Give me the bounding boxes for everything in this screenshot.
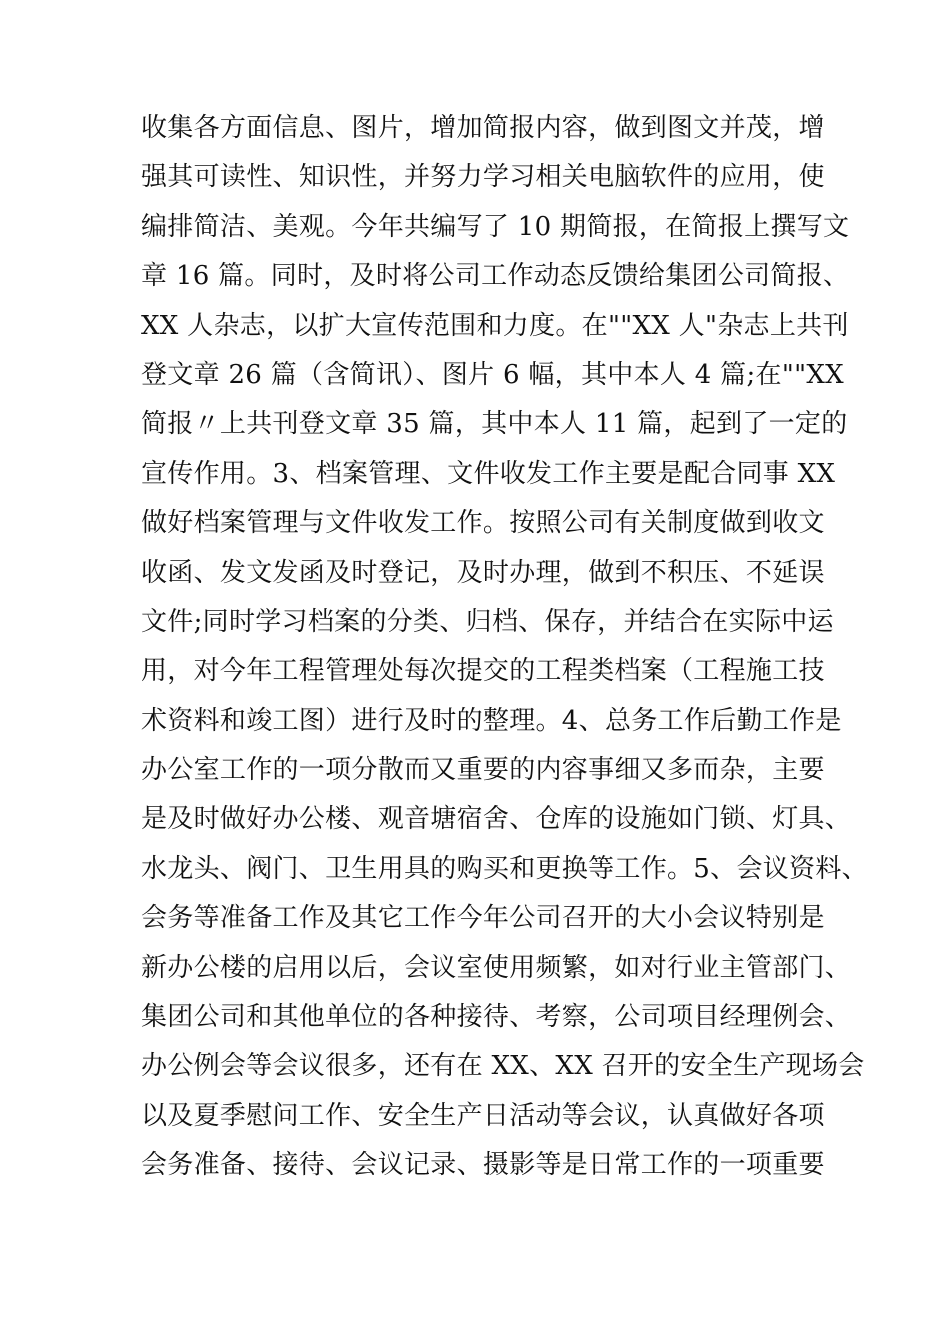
text-line: 强其可读性、知识性，并努力学习相关电脑软件的应用，使	[141, 162, 825, 193]
body-text	[141, 104, 868, 1191]
text-line: 做好档案管理与文件收发工作。按照公司有关制度做到收文	[141, 508, 825, 539]
text-line: 是及时做好办公楼、观音塘宿舍、仓库的设施如门锁、灯具、	[141, 804, 852, 835]
text-line: 新办公楼的启用以后，会议室使用频繁，如对行业主管部门、	[141, 952, 852, 983]
text-line: 办公室工作的一项分散而又重要的内容事细又多而杂，主要	[141, 755, 825, 786]
text-line: 章 16 篇。同时，及时将公司工作动态反馈给集团公司简报、	[141, 261, 850, 292]
text-line: 编排简洁、美观。今年共编写了 10 期简报，在简报上撰写文	[141, 211, 850, 242]
text-line: 以及夏季慰问工作、安全生产日活动等会议，认真做好各项	[141, 1100, 825, 1131]
text-line: XX 人杂志，以扩大宣传范围和力度。在""XX 人"杂志上共刊	[141, 310, 849, 341]
text-line: 收函、发文发函及时登记，及时办理，做到不积压、不延误	[141, 557, 825, 588]
text-line: 会务等准备工作及其它工作今年公司召开的大小会议特别是	[141, 903, 825, 934]
text-line: 会务准备、接待、会议记录、摄影等是日常工作的一项重要	[141, 1150, 825, 1181]
text-line: 用，对今年工程管理处每次提交的工程类档案（工程施工技	[141, 656, 825, 687]
text-line: 集团公司和其他单位的各种接待、考察，公司项目经理例会、	[141, 1002, 852, 1033]
text-line: 宣传作用。3、档案管理、文件收发工作主要是配合同事 XX	[141, 458, 836, 489]
text-line: 水龙头、阀门、卫生用具的购买和更换等工作。5、会议资料、	[141, 853, 868, 884]
text-line: 登文章 26 篇（含简讯）、图片 6 幅，其中本人 4 篇;在""XX	[141, 359, 844, 390]
text-line: 收集各方面信息、图片，增加简报内容，做到图文并茂，增	[141, 113, 825, 143]
text-line: 办公例会等会议很多，还有在 XX、XX 召开的安全生产现场会	[141, 1051, 865, 1082]
text-line: 文件;同时学习档案的分类、归档、保存，并结合在实际中运	[141, 606, 834, 637]
text-line: 简报〃上共刊登文章 35 篇，其中本人 11 篇，起到了一定的	[141, 409, 848, 440]
text-line: 术资料和竣工图）进行及时的整理。4、总务工作后勤工作是	[141, 705, 842, 736]
